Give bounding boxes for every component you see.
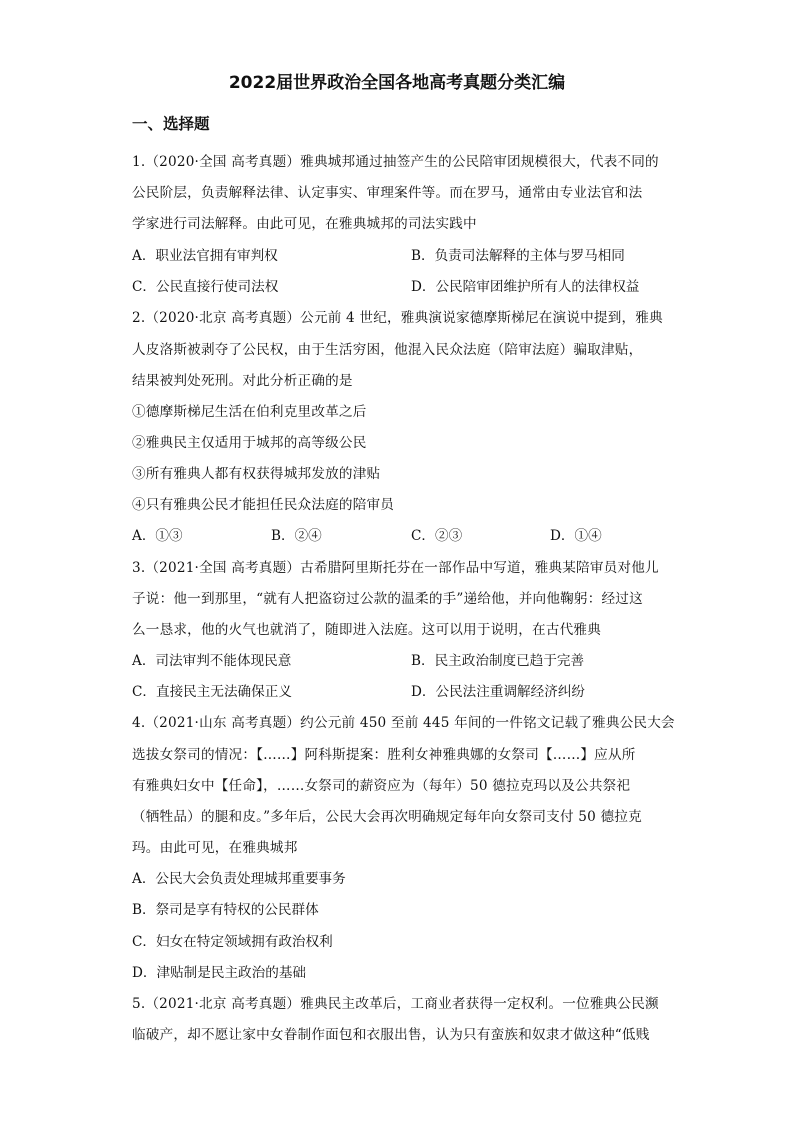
q4-option-c: C．妇女在特定领域拥有政治权利	[132, 934, 333, 950]
q2-option-b: B．②④	[271, 528, 322, 544]
q3-line-2: 子说：他一到那里，“就有人把盗窃过公款的温柔的手”递给他，并向他鞠躬：经过这	[132, 591, 643, 607]
q4-line-3: 有雅典妇女中【任命】，……女祭司的薪资应为（每年）50 德拉克玛以及公共祭祀	[132, 778, 631, 794]
q2-item-2: ②雅典民主仅适用于城邦的高等级公民	[132, 435, 367, 451]
q1-line-1: 1.（2020·全国 高考真题）雅典城邦通过抽签产生的公民陪审团规模很大，代表不同的	[132, 154, 659, 170]
page-title: 2022届世界政治全国各地高考真题分类汇编	[228, 73, 566, 93]
q3-option-b: B．民主政治制度已趋于完善	[411, 653, 585, 669]
q4-line-4: （牺牲品）的腿和皮。”多年后，公民大会再次明确规定每年向女祭司支付 50 德拉克	[132, 809, 642, 825]
q4-line-1: 4.（2021·山东 高考真题）约公元前 450 至前 445 年间的一件铭文记载了雅典公民大会	[132, 715, 675, 731]
q2-option-c: C．②③	[411, 528, 463, 544]
q1-line-3: 学家进行司法解释。由此可见，在雅典城邦的司法实践中	[132, 216, 477, 232]
q2-option-a: A．①③	[132, 528, 183, 544]
q2-line-3: 结果被判处死刑。对此分析正确的是	[132, 373, 353, 389]
q2-option-d: D．①④	[550, 528, 602, 544]
q4-line-2: 选拔女祭司的情况：【……】阿科斯提案：胜利女神雅典娜的女祭司【……】应从所	[132, 747, 636, 763]
q4-option-a: A．公民大会负责处理城邦重要事务	[132, 871, 346, 887]
q1-line-2: 公民阶层，负责解释法律、认定事实、审理案件等。而在罗马，通常由专业法官和法	[132, 185, 643, 201]
q5-line-2: 临破产，却不愿让家中女眷制作面包和衣服出售，认为只有蛮族和奴隶才做这种“低贱	[132, 1027, 650, 1043]
q2-item-4: ④只有雅典公民才能担任民众法庭的陪审员	[132, 497, 395, 513]
q1-option-d: D．公民陪审团维护所有人的法律权益	[411, 279, 640, 295]
q2-item-3: ③所有雅典人都有权获得城邦发放的津贴	[132, 466, 381, 482]
q2-item-1: ①德摩斯梯尼生活在伯利克里改革之后	[132, 404, 367, 420]
q4-line-5: 玛。由此可见，在雅典城邦	[132, 840, 298, 856]
q1-option-a: A．职业法官拥有审判权	[132, 248, 278, 264]
q4-option-d: D．津贴制是民主政治的基础	[132, 965, 307, 981]
section-heading: 一、选择题	[132, 115, 210, 133]
q3-option-d: D．公民法注重调解经济纠纷	[411, 684, 586, 700]
q1-option-c: C．公民直接行使司法权	[132, 279, 279, 295]
q2-line-1: 2.（2020·北京 高考真题）公元前 4 世纪，雅典演说家德摩斯梯尼在演说中提到，雅典	[132, 310, 663, 326]
q3-option-c: C．直接民主无法确保正义	[132, 684, 292, 700]
q3-option-a: A．司法审判不能体现民意	[132, 653, 292, 669]
q1-option-b: B．负责司法解释的主体与罗马相同	[411, 248, 625, 264]
q2-line-2: 人皮洛斯被剥夺了公民权，由于生活穷困，他混入民众法庭（陪审法庭）骗取津贴，	[132, 342, 643, 358]
q4-option-b: B．祭司是享有特权的公民群体	[132, 902, 319, 918]
q5-line-1: 5.（2021·北京 高考真题）雅典民主改革后，工商业者获得一定权利。一位雅典公民濒	[132, 996, 659, 1012]
q3-line-3: 么一恳求，他的火气也就消了，随即进入法庭。这可以用于说明，在古代雅典	[132, 622, 601, 638]
q3-line-1: 3.（2021·全国 高考真题）古希腊阿里斯托芬在一部作品中写道，雅典某陪审员对他儿	[132, 560, 659, 576]
